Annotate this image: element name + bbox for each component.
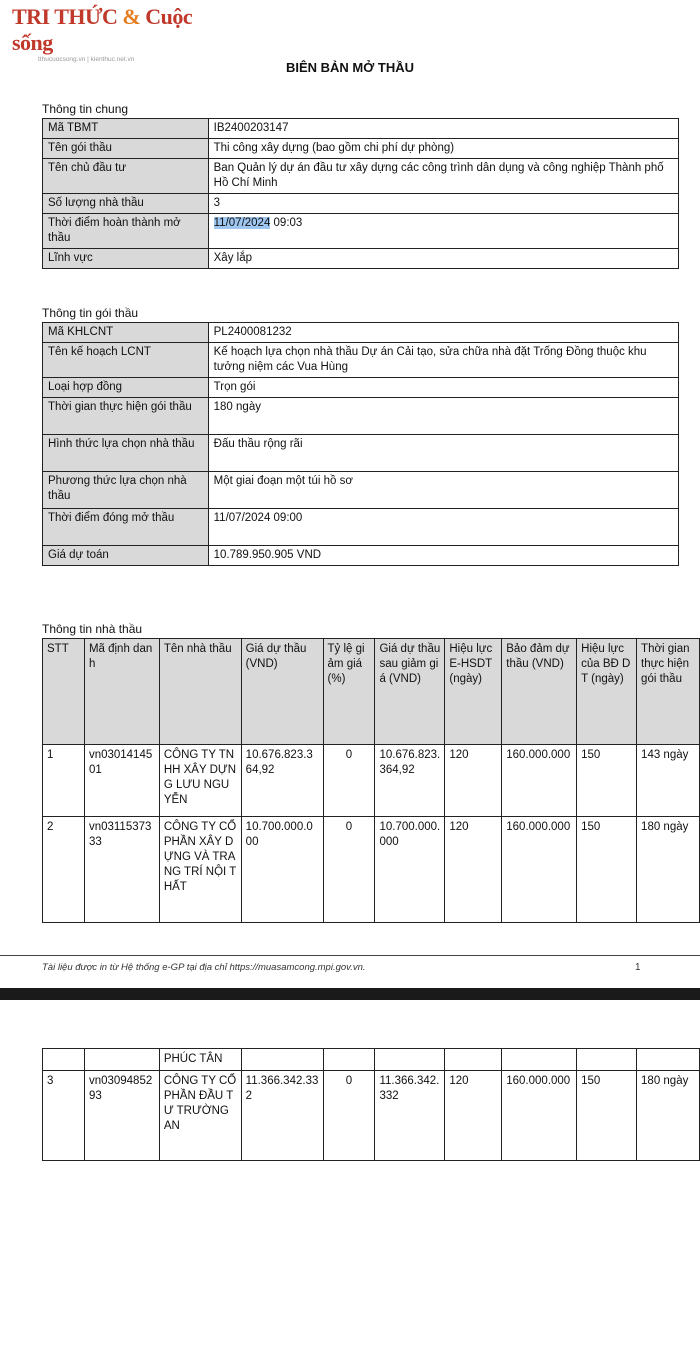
package-info-label: Thông tin gói thầu	[42, 306, 139, 320]
table-cell	[445, 1049, 502, 1071]
field-value: Thi công xây dựng (bao gồm chi phí dự phòng)	[208, 139, 678, 159]
bidders-table-continued	[42, 1048, 700, 1161]
table-row	[43, 119, 679, 139]
field-value: Trọn gói	[208, 378, 678, 398]
field-key: Mã TBMT	[43, 119, 209, 139]
table-cell: CÔNG TY CỔ PHẦN ĐẦU TƯ TRƯỜNG AN	[159, 1071, 241, 1161]
footer-text: Tài liệu được in từ Hệ thống e-GP tại địa chỉ https://muasamcong.mpi.gov.vn.	[42, 962, 366, 973]
header-cell: Tỷ lệ giảm giá (%)	[323, 639, 375, 745]
table-cell: vn0309485293	[84, 1071, 159, 1161]
table-row	[43, 817, 700, 923]
table-cell: 0	[323, 1071, 375, 1161]
field-value: Xây lắp	[208, 249, 678, 269]
field-key: Thời gian thực hiện gói thầu	[43, 398, 209, 435]
table-cell: CÔNG TY CỔ PHẦN XÂY DỰNG VÀ TRANG TRÍ NỘI THẤT	[159, 817, 241, 923]
table-cell: 150	[577, 745, 637, 817]
table-cell: 120	[445, 745, 502, 817]
field-key: Mã KHLCNT	[43, 323, 209, 343]
field-value: 10.789.950.905 VND	[208, 546, 678, 566]
table-cell: 143 ngày	[637, 745, 700, 817]
table-row	[43, 343, 679, 378]
logo-brand-amp: &	[122, 4, 141, 29]
field-value: PL2400081232	[208, 323, 678, 343]
general-info-table	[42, 118, 679, 269]
table-cell: 180 ngày	[637, 817, 700, 923]
header-cell: Giá dự thầu (VND)	[241, 639, 323, 745]
page-break-bar	[0, 988, 700, 1000]
field-key: Phương thức lựa chọn nhà thầu	[43, 472, 209, 509]
table-row	[43, 745, 700, 817]
field-value: 11/07/2024 09:00	[208, 509, 678, 546]
table-row	[43, 249, 679, 269]
table-cell: CÔNG TY TNHH XÂY DỰNG LƯU NGUYỄN	[159, 745, 241, 817]
header-cell: Bảo đảm dự thầu (VND)	[502, 639, 577, 745]
table-cell: 10.676.823.364,92	[241, 745, 323, 817]
table-row	[43, 139, 679, 159]
field-key: Số lượng nhà thầu	[43, 194, 209, 214]
field-value: 180 ngày	[208, 398, 678, 435]
table-cell	[577, 1049, 637, 1071]
page-number: 1	[635, 962, 641, 973]
table-row	[43, 435, 679, 472]
table-cell: 120	[445, 1071, 502, 1161]
bidders-info-label: Thông tin nhà thầu	[42, 622, 143, 636]
field-key: Tên kế hoạch LCNT	[43, 343, 209, 378]
field-value	[208, 214, 678, 249]
header-cell: Tên nhà thầu	[159, 639, 241, 745]
table-cell: 2	[43, 817, 85, 923]
table-cell	[637, 1049, 700, 1071]
field-key: Tên gói thầu	[43, 139, 209, 159]
table-cell: 160.000.000	[502, 817, 577, 923]
header-cell: Hiệu lực của BĐ DT (ngày)	[577, 639, 637, 745]
table-cell: 0	[323, 745, 375, 817]
header-cell: Hiệu lực E-HSDT (ngày)	[445, 639, 502, 745]
table-cell: 10.700.000.000	[375, 817, 445, 923]
table-row	[43, 472, 679, 509]
field-key: Tên chủ đầu tư	[43, 159, 209, 194]
field-key: Thời điểm hoàn thành mở thầu	[43, 214, 209, 249]
table-cell	[323, 1049, 375, 1071]
table-cell	[375, 1049, 445, 1071]
table-row	[43, 378, 679, 398]
logo-tagline: tthucuocsong.vn | kienthuc.net.vn	[38, 56, 135, 63]
table-cell	[241, 1049, 323, 1071]
table-cell	[502, 1049, 577, 1071]
logo-brand-part2: Cuộc sống	[12, 4, 193, 55]
table-cell: 150	[577, 1071, 637, 1161]
field-value: Ban Quản lý dự án đầu tư xây dựng các công trình dân dụng và công nghiệp Thành phố Hồ Chí Minh	[208, 159, 678, 194]
logo-brand-part1: TRI THỨC	[12, 4, 118, 29]
table-header-row	[43, 639, 700, 745]
table-row	[43, 159, 679, 194]
header-cell: Giá dự thầu sau giảm giá (VND)	[375, 639, 445, 745]
time-text: 09:03	[270, 217, 303, 229]
highlighted-date: 11/07/2024	[213, 217, 271, 229]
table-cell	[43, 1049, 85, 1071]
table-cell: vn0301414501	[84, 745, 159, 817]
bidders-table	[42, 638, 700, 923]
table-row	[43, 398, 679, 435]
field-key: Giá dự toán	[43, 546, 209, 566]
field-value: 3	[208, 194, 678, 214]
table-cell: 3	[43, 1071, 85, 1161]
table-cell: 10.700.000.000	[241, 817, 323, 923]
header-cell: Mã định danh	[84, 639, 159, 745]
table-row	[43, 1071, 700, 1161]
table-cell: PHÚC TÂN	[159, 1049, 241, 1071]
table-cell: vn0311537333	[84, 817, 159, 923]
field-value: IB2400203147	[208, 119, 678, 139]
table-cell: 1	[43, 745, 85, 817]
table-row	[43, 1049, 700, 1071]
document-title: BIÊN BẢN MỞ THẦU	[285, 60, 415, 75]
field-key: Lĩnh vực	[43, 249, 209, 269]
field-key: Hình thức lựa chọn nhà thầu	[43, 435, 209, 472]
site-logo	[12, 4, 202, 63]
table-cell: 180 ngày	[637, 1071, 700, 1161]
header-cell: STT	[43, 639, 85, 745]
table-row	[43, 194, 679, 214]
table-cell: 11.366.342.332	[241, 1071, 323, 1161]
field-key: Thời điểm đóng mở thầu	[43, 509, 209, 546]
field-key: Loại hợp đồng	[43, 378, 209, 398]
table-cell: 150	[577, 817, 637, 923]
table-row	[43, 214, 679, 249]
general-info-label: Thông tin chung	[42, 102, 129, 116]
package-info-table	[42, 322, 679, 566]
table-cell: 120	[445, 817, 502, 923]
table-cell: 0	[323, 817, 375, 923]
table-row	[43, 323, 679, 343]
table-cell: 160.000.000	[502, 1071, 577, 1161]
field-value: Một giai đoạn một túi hồ sơ	[208, 472, 678, 509]
field-value: Đấu thầu rộng rãi	[208, 435, 678, 472]
table-row	[43, 546, 679, 566]
table-cell: 10.676.823.364,92	[375, 745, 445, 817]
table-cell: 160.000.000	[502, 745, 577, 817]
footer-rule	[0, 955, 700, 956]
field-value: Kế hoạch lựa chọn nhà thầu Dự án Cải tạo, sửa chữa nhà đặt Trống Đồng thuộc khu tưởng niệm các Vua Hùng	[208, 343, 678, 378]
header-cell: Thời gian thực hiện gói thầu	[637, 639, 700, 745]
table-row	[43, 509, 679, 546]
table-cell: 11.366.342.332	[375, 1071, 445, 1161]
table-cell	[84, 1049, 159, 1071]
